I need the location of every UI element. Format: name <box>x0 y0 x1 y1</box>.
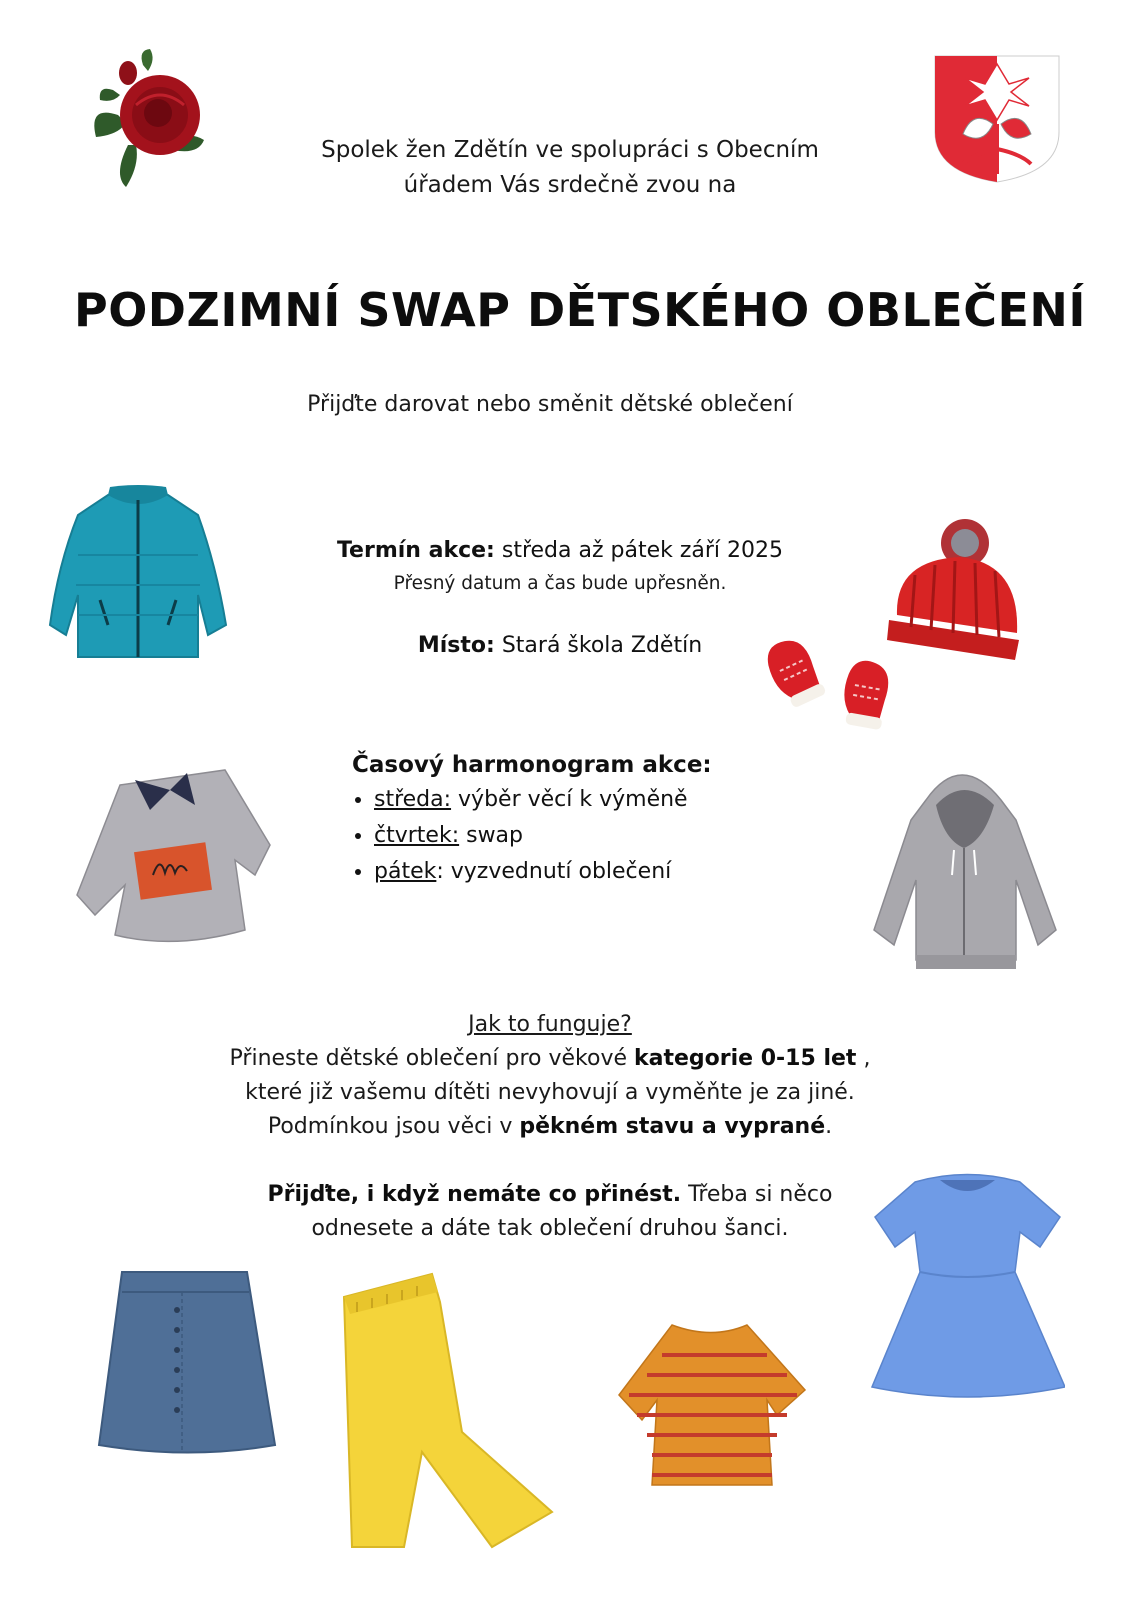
schedule-item <box>374 818 800 854</box>
event-place-value: Stará škola Zdětín <box>494 633 703 658</box>
sweater-illustration <box>75 765 280 945</box>
how-it-works <box>150 1008 950 1144</box>
skirt-illustration <box>97 1270 282 1460</box>
coat-of-arms-icon <box>933 54 1061 184</box>
how-line-1-bold: kategorie 0-15 let <box>634 1046 857 1071</box>
schedule-day: čtvrtek: <box>374 823 460 848</box>
schedule-section <box>340 752 800 890</box>
rose-icon <box>88 45 210 190</box>
page-title: PODZIMNÍ SWAP DĚTSKÉHO OBLEČENÍ <box>73 283 1086 337</box>
schedule-item <box>374 782 800 818</box>
schedule-item <box>374 854 800 890</box>
hoodie-illustration <box>866 760 1066 975</box>
come-anyway-text <box>180 1178 920 1246</box>
how-line-3-bold: pěkném stavu a vyprané <box>519 1114 826 1139</box>
schedule-heading: Časový harmonogram akce: <box>352 752 712 778</box>
winter-hat-illustration <box>885 515 1025 665</box>
intro-line-1: Spolek žen Zdětín ve spolupráci s Obecním <box>321 137 819 163</box>
schedule-text: : vyzvednutí oblečení <box>436 859 672 884</box>
come-line-2: odnesete a dáte tak oblečení druhou šanci. <box>311 1216 789 1241</box>
come-bold: Přijďte, i když nemáte co přinést. <box>267 1182 682 1207</box>
how-line-3 <box>150 1110 950 1144</box>
schedule-text: výběr věcí k výměně <box>451 787 688 812</box>
subtitle: Přijďte darovat nebo směnit dětské oblečení <box>307 392 793 417</box>
intro-line-2: úřadem Vás srdečně zvou na <box>403 172 737 198</box>
come-rest: Třeba si něco <box>681 1182 833 1207</box>
event-place-label: Místo: <box>417 633 495 658</box>
event-date-note: Přesný datum a čas bude upřesněn. <box>393 573 727 594</box>
come-line-1 <box>180 1178 920 1212</box>
dress-illustration <box>870 1172 1065 1402</box>
jacket-illustration <box>48 485 228 670</box>
how-line-1 <box>150 1042 950 1076</box>
how-line-2: které již vašemu dítěti nevyhovují a vyměňte je za jiné. <box>245 1080 855 1105</box>
event-date <box>260 538 860 563</box>
how-line-3-text: Podmínkou jsou věci v <box>267 1114 520 1139</box>
how-line-1-end: , <box>856 1046 871 1071</box>
how-line-3-end: . <box>825 1114 833 1139</box>
how-heading: Jak to funguje? <box>468 1012 632 1037</box>
schedule-day: středa: <box>374 787 452 812</box>
intro-text <box>250 133 890 203</box>
how-line-1-text: Přineste dětské oblečení pro věkové <box>229 1046 634 1071</box>
event-date-label: Termín akce: <box>336 538 495 563</box>
schedule-text: swap <box>459 823 524 848</box>
mittens-illustration <box>765 635 905 735</box>
tshirt-illustration <box>617 1320 807 1490</box>
schedule-list <box>340 782 800 890</box>
event-date-value: středa až pátek září 2025 <box>494 538 784 563</box>
schedule-day: pátek <box>374 859 437 884</box>
pants-illustration <box>342 1272 557 1552</box>
